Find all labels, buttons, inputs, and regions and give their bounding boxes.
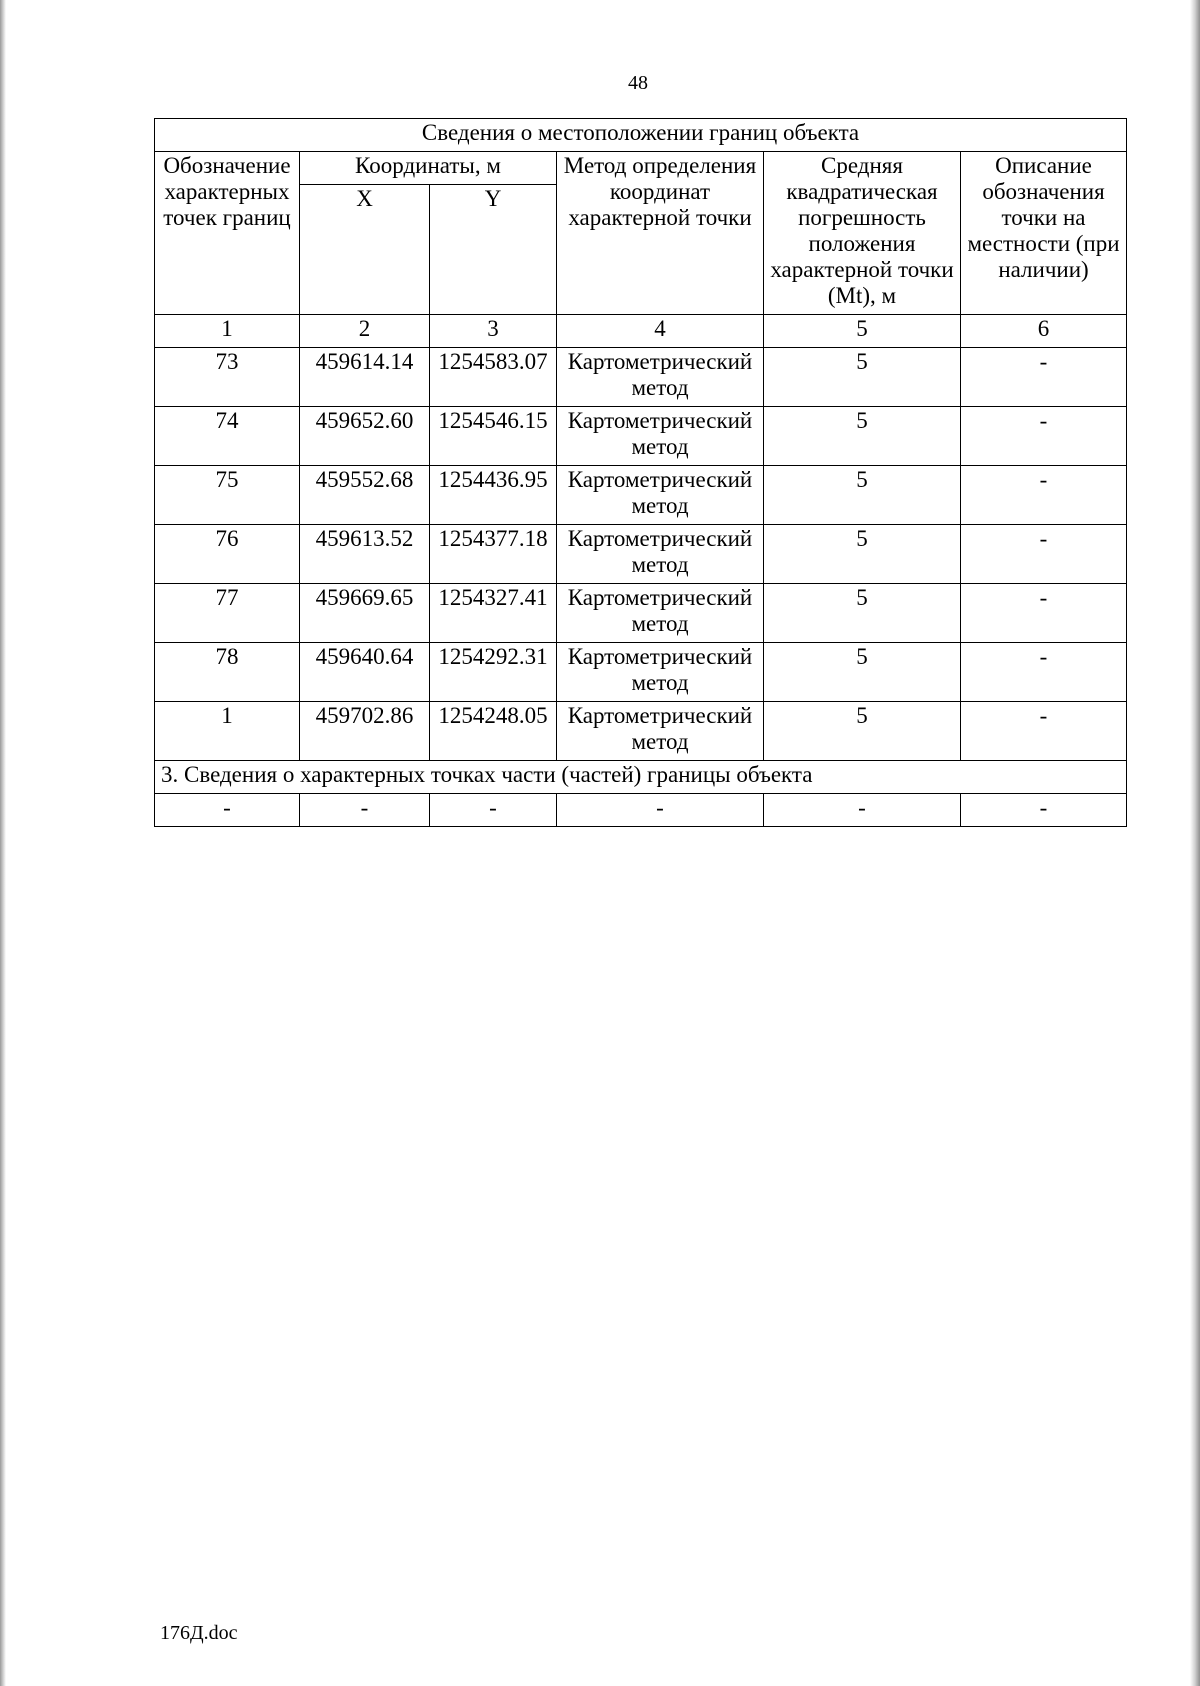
table-row <box>155 702 1127 761</box>
table-title: Сведения о местоположении границ объекта <box>155 119 1127 152</box>
method: Картометрический метод <box>557 348 764 407</box>
error-value: 5 <box>764 466 961 525</box>
method: Картометрический метод <box>557 525 764 584</box>
section3-cell: - <box>155 794 300 827</box>
table-row <box>155 643 1127 702</box>
section3-cell: - <box>300 794 430 827</box>
coord-y: 1254292.31 <box>430 643 557 702</box>
error-value: 5 <box>764 643 961 702</box>
boundary-table <box>154 118 1127 827</box>
description: - <box>961 407 1127 466</box>
coord-x: 459613.52 <box>300 525 430 584</box>
table-row <box>155 466 1127 525</box>
table-row <box>155 348 1127 407</box>
header-row <box>155 152 1127 185</box>
method: Картометрический метод <box>557 407 764 466</box>
column-number: 6 <box>961 315 1127 348</box>
footer-filename: 176Д.doc <box>160 1622 238 1644</box>
header-description: Описание обозначения точки на местности (при наличии) <box>961 152 1127 315</box>
description: - <box>961 584 1127 643</box>
error-value: 5 <box>764 702 961 761</box>
header-error: Средняя квадратическая погрешность положения характерной точки (Mt), м <box>764 152 961 315</box>
point-id: 78 <box>155 643 300 702</box>
section3-cell: - <box>557 794 764 827</box>
coord-x: 459614.14 <box>300 348 430 407</box>
description: - <box>961 466 1127 525</box>
description: - <box>961 643 1127 702</box>
error-value: 5 <box>764 348 961 407</box>
coord-x: 459652.60 <box>300 407 430 466</box>
error-value: 5 <box>764 525 961 584</box>
column-number: 3 <box>430 315 557 348</box>
scan-edge-right <box>1190 0 1200 1686</box>
table-row <box>155 584 1127 643</box>
coord-x: 459669.65 <box>300 584 430 643</box>
scan-edge-left <box>0 0 6 1686</box>
description: - <box>961 348 1127 407</box>
table-row <box>155 407 1127 466</box>
coord-y: 1254583.07 <box>430 348 557 407</box>
coord-y: 1254436.95 <box>430 466 557 525</box>
method: Картометрический метод <box>557 584 764 643</box>
section3-row <box>155 794 1127 827</box>
column-numbers-row <box>155 315 1127 348</box>
description: - <box>961 702 1127 761</box>
error-value: 5 <box>764 584 961 643</box>
section3-title: 3. Сведения о характерных точках части (частей) границы объекта <box>155 761 1127 794</box>
point-id: 77 <box>155 584 300 643</box>
column-number: 1 <box>155 315 300 348</box>
column-number: 5 <box>764 315 961 348</box>
coord-y: 1254327.41 <box>430 584 557 643</box>
point-id: 76 <box>155 525 300 584</box>
header-x: X <box>300 185 430 315</box>
header-y: Y <box>430 185 557 315</box>
coord-x: 459552.68 <box>300 466 430 525</box>
coord-x: 459640.64 <box>300 643 430 702</box>
section3-title-row <box>155 761 1127 794</box>
section3-cell: - <box>764 794 961 827</box>
column-number: 2 <box>300 315 430 348</box>
method: Картометрический метод <box>557 466 764 525</box>
section3-cell: - <box>430 794 557 827</box>
column-number: 4 <box>557 315 764 348</box>
coord-y: 1254377.18 <box>430 525 557 584</box>
section3-cell: - <box>961 794 1127 827</box>
point-id: 75 <box>155 466 300 525</box>
point-id: 1 <box>155 702 300 761</box>
method: Картометрический метод <box>557 702 764 761</box>
header-coordinates: Координаты, м <box>300 152 557 185</box>
method: Картометрический метод <box>557 643 764 702</box>
coord-y: 1254546.15 <box>430 407 557 466</box>
description: - <box>961 525 1127 584</box>
point-id: 73 <box>155 348 300 407</box>
header-method: Метод определения координат характерной точки <box>557 152 764 315</box>
page-number: 48 <box>628 72 648 94</box>
point-id: 74 <box>155 407 300 466</box>
table-title-row <box>155 119 1127 152</box>
coord-y: 1254248.05 <box>430 702 557 761</box>
header-designation: Обозначение характерных точек границ <box>155 152 300 315</box>
table-row <box>155 525 1127 584</box>
error-value: 5 <box>764 407 961 466</box>
coord-x: 459702.86 <box>300 702 430 761</box>
